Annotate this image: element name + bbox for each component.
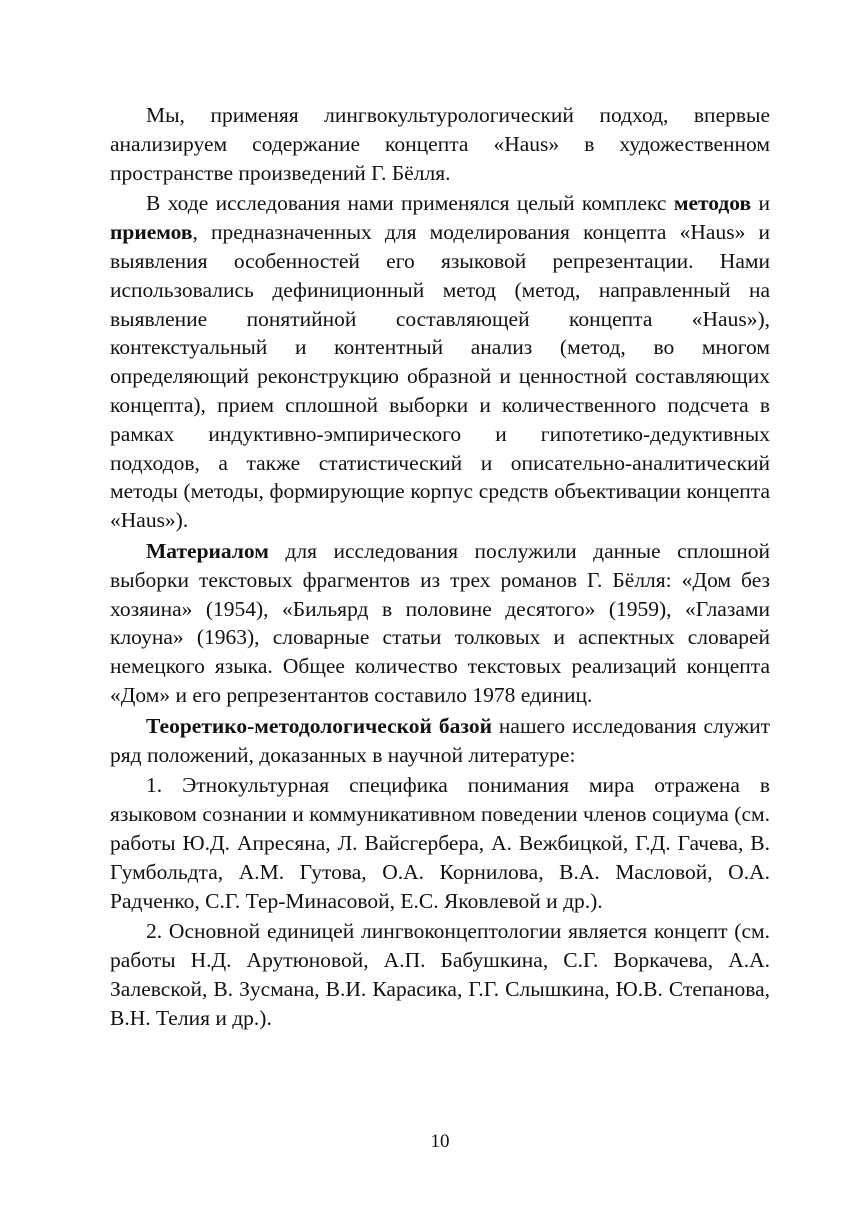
paragraph-item-2: 2. Основной единицей лингвоконцептологии является концепт (см. работы Н.Д. Арутюновой, А.П. Бабушкина, С.Г. Воркачева, А.А. Залевской, В. Зусмана, В.И. Карасика, Г.Г. Слышкина, Ю.В. Степанова, В.Н. Телия и др.). bbox=[110, 919, 770, 1030]
methods-text-1: В ходе исследования нами применялся целый комплекс bbox=[146, 191, 674, 216]
material-bold: Материалом bbox=[146, 538, 269, 563]
page-number: 10 bbox=[430, 1131, 450, 1152]
paragraph-methods bbox=[110, 189, 770, 535]
methods-bold-methods: методов bbox=[673, 191, 752, 216]
methods-text-2: и bbox=[751, 191, 770, 216]
methods-text-3: , предназначенных для моделирования концепта «Haus» и выявления особенностей его языковой репрезентации. Нами использовались дефиниционный метод (метод, направленный на выявление понятийной составляющей концепта «Haus»), контекстуальный и контентный анализ (метод, во многом определяющий реконструкцию образной и ценностной составляющих концепта), прием сплошной выборки и количественного подсчета в рамках индуктивно-эмпирического и гипотетико-дедуктивных подходов, а также статистический и описательно-аналитический методы (методы, формирующие корпус средств объективации концепта «Haus»). bbox=[110, 220, 770, 533]
methods-bold-techniques: приемов bbox=[110, 220, 193, 245]
paragraph-item-1: 1. Этнокультурная специфика понимания мира отражена в языковом сознании и коммуникативном поведении членов социума (см. работы Ю.Д. Апресяна, Л. Вайсгербера, А. Вежбицкой, Г.Д. Гачева, В. Гумбольдта, А.М. Гутова, О.А. Корнилова, В.А. Масловой, О.А. Радченко, С.Г. Тер-Минасовой, Е.С. Яковлевой и др.). bbox=[110, 773, 770, 913]
page-body bbox=[110, 101, 770, 1035]
material-text: для исследования послужили данные сплошной выборки текстовых фрагментов из трех романов Г. Бёлля: «Дом без хозяина» (1954), «Бильярд в половине десятого» (1959), «Глазами клоуна» (1963), словарные статьи толковых и аспектных словарей немецкого языка. Общее количество текстовых реализаций концепта «Дом» и его репрезентантов составило 1978 единиц. bbox=[110, 538, 770, 707]
theory-text: нашего исследования служит ряд положений, доказанных в научной литературе: bbox=[110, 713, 770, 767]
paragraph-theory bbox=[110, 712, 770, 770]
theory-bold: Теоретико-методологической базой bbox=[146, 713, 492, 738]
paragraph-material bbox=[110, 537, 770, 710]
paragraph-approach: Мы, применяя лингвокультурологический подход, впервые анализируем содержание концепта «Haus» в художественном пространстве произведений Г. Бёлля. bbox=[110, 103, 770, 185]
